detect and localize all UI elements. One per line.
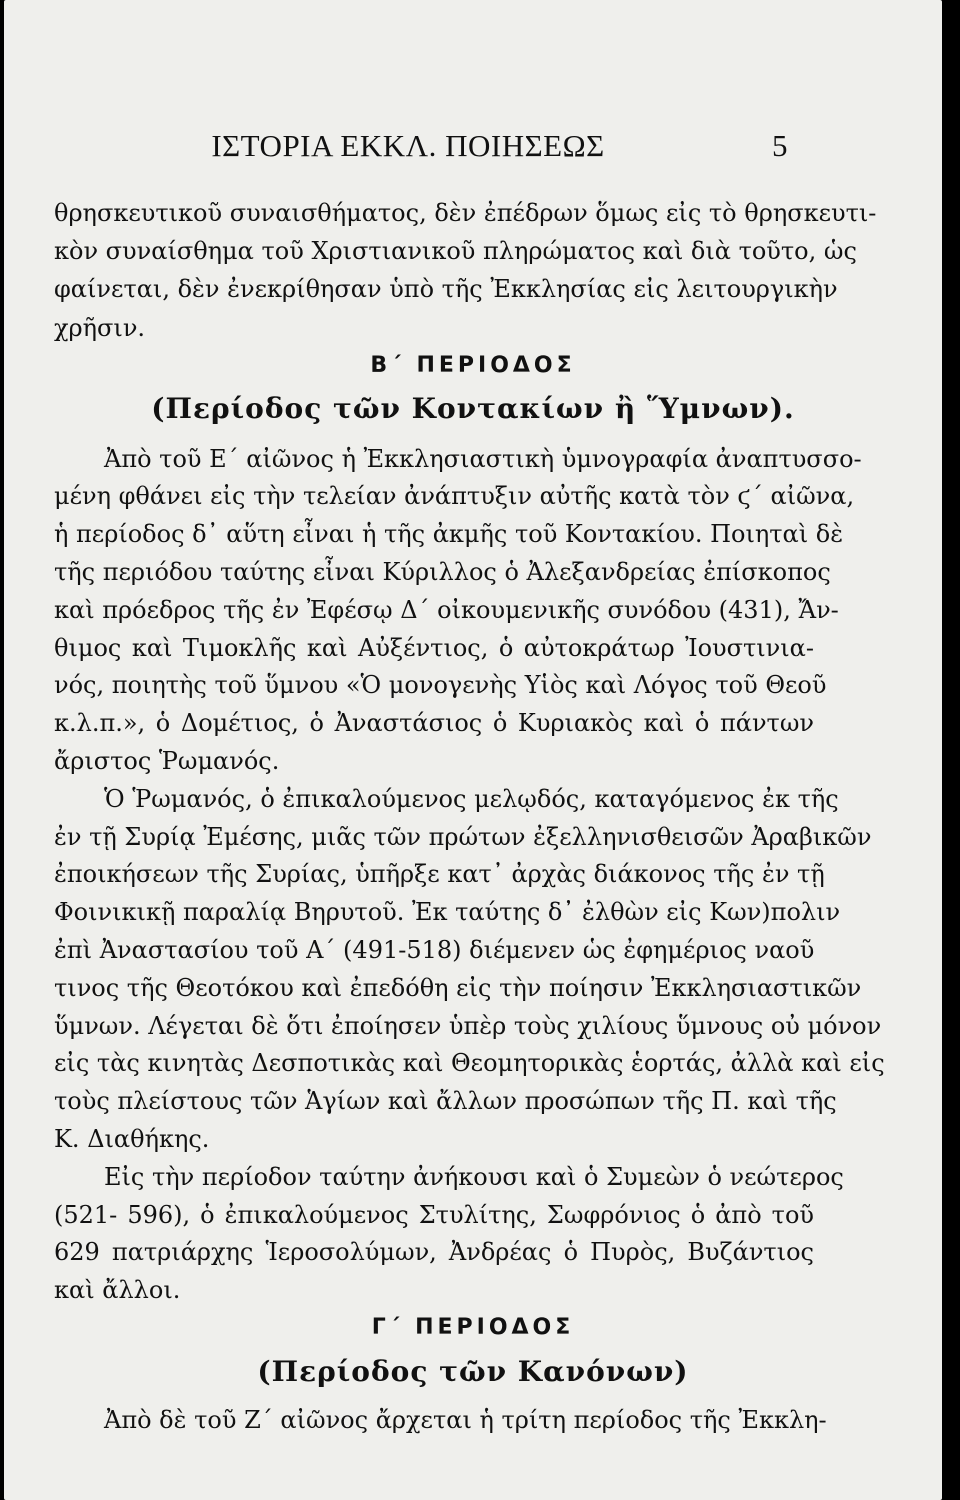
- text-line: ἐποικήσεων τῆς Συρίας, ὑπῆρξε κατ᾽ ἀρχὰς διάκονος τῆς ἐν τῇ: [54, 860, 825, 888]
- text-line: χρῆσιν.: [54, 314, 146, 342]
- text-line: Φοινικικῇ παραλίᾳ Βηρυτοῦ. Ἐκ ταύτης δ᾽ ἐλθὼν εἰς Κων)πολιν: [54, 898, 841, 926]
- book-page: [4, 0, 942, 1500]
- text-line: ἐν τῇ Συρίᾳ Ἐμέσης, μιᾶς τῶν πρώτων ἐξελληνισθεισῶν Ἀραβικῶν: [54, 823, 872, 851]
- page-header: [4, 128, 942, 162]
- text-line: Ἀπὸ δὲ τοῦ Ζ΄ αἰῶνος ἄρχεται ἡ τρίτη περίοδος τῆς Ἐκκλη-: [104, 1406, 827, 1434]
- text-line: ὕμνων. Λέγεται δὲ ὅτι ἐποίησεν ὑπὲρ τοὺς χιλίους ὕμνους οὐ μόνον: [54, 1012, 882, 1040]
- text-line: νός, ποιητὴς τοῦ ὕμνου «Ὁ μονογενὴς Υἱὸς καὶ Λόγος τοῦ Θεοῦ: [54, 671, 827, 699]
- page-number: 5: [772, 128, 788, 163]
- text-line: θρησκευτικοῦ συναισθήματος, δὲν ἐπέδρων ὅμως εἰς τὸ θρησκευτι-: [54, 199, 877, 227]
- text-line: ἡ περίοδος δ᾽ αὕτη εἶναι ἡ τῆς ἀκμῆς τοῦ Κοντακίου. Ποιηταὶ δὲ: [54, 520, 844, 548]
- text-line: εἰς τὰς κινητὰς Δεσποτικὰς καὶ Θεομητορικὰς ἑορτάς, ἀλλὰ καὶ εἰς: [54, 1049, 885, 1077]
- text-line: μένη φθάνει εἰς τὴν τελείαν ἀνάπτυξιν αὐτῆς κατὰ τὸν ϛ΄ αἰῶνα,: [54, 482, 855, 510]
- text-line: Κ. Διαθήκης.: [54, 1125, 210, 1153]
- section-subheading: (Περίοδος τῶν Κοντακίων ἢ Ὕμνων).: [151, 392, 795, 425]
- text-line: (521- 596), ὁ ἐπικαλούμενος Στυλίτης, Σωφρόνιος ὁ ἀπὸ τοῦ: [54, 1201, 814, 1229]
- text-line: τοὺς πλείστους τῶν Ἁγίων καὶ ἄλλων προσώπων τῆς Π. καὶ τῆς: [54, 1087, 837, 1115]
- text-line: ἄριστος Ῥωμανός.: [54, 747, 280, 775]
- text-line: φαίνεται, δὲν ἐνεκρίθησαν ὑπὸ τῆς Ἐκκλησίας εἰς λειτουργικὴν: [54, 275, 838, 303]
- text-line: καὶ πρόεδρος τῆς ἐν Ἐφέσῳ Δ΄ οἰκουμενικῆς συνόδου (431), Ἄν-: [54, 596, 839, 624]
- text-line: κὸν συναίσθημα τοῦ Χριστιανικοῦ πληρώματος καὶ διὰ τοῦτο, ὡς: [54, 237, 857, 265]
- section-heading: Γ΄ ΠΕΡΙΟΔΟΣ: [371, 1315, 575, 1340]
- text-line: θιμος καὶ Τιμοκλῆς καὶ Αὐξέντιος, ὁ αὐτοκράτωρ Ἰουστινια-: [54, 634, 814, 662]
- section-heading: Β΄ ΠΕΡΙΟΔΟΣ: [370, 353, 576, 378]
- text-line: Εἰς τὴν περίοδον ταύτην ἀνήκουσι καὶ ὁ Συμεὼν ὁ νεώτερος: [104, 1163, 844, 1191]
- text-line: τῆς περιόδου ταύτης εἶναι Κύριλλος ὁ Ἀλεξανδρείας ἐπίσκοπος: [54, 558, 831, 586]
- text-line: τινος τῆς Θεοτόκου καὶ ἐπεδόθη εἰς τὴν ποίησιν Ἐκκλησιαστικῶν: [54, 974, 862, 1002]
- text-line: Ἀπὸ τοῦ Ε΄ αἰῶνος ἡ Ἐκκλησιαστικὴ ὑμνογραφία ἀναπτυσσο-: [104, 445, 862, 473]
- text-line: Ὁ Ῥωμανός, ὁ ἐπικαλούμενος μελῳδός, καταγόμενος ἐκ τῆς: [104, 785, 839, 813]
- section-subheading: (Περίοδος τῶν Κανόνων): [257, 1355, 689, 1388]
- running-title: ΙΣΤΟΡΙΑ ΕΚΚΛ. ΠΟΙΗΣΕΩΣ: [211, 128, 605, 163]
- text-line: καὶ ἄλλοι.: [54, 1276, 181, 1304]
- text-line: ἐπὶ Ἀναστασίου τοῦ Α΄ (491-518) διέμενεν ὡς ἐφημέριος ναοῦ: [54, 936, 815, 964]
- text-line: κ.λ.π.», ὁ Δομέτιος, ὁ Ἀναστάσιος ὁ Κυριακὸς καὶ ὁ πάντων: [54, 709, 814, 737]
- text-line: 629 πατριάρχης Ἱεροσολύμων, Ἀνδρέας ὁ Πυρὸς, Βυζάντιος: [54, 1238, 814, 1266]
